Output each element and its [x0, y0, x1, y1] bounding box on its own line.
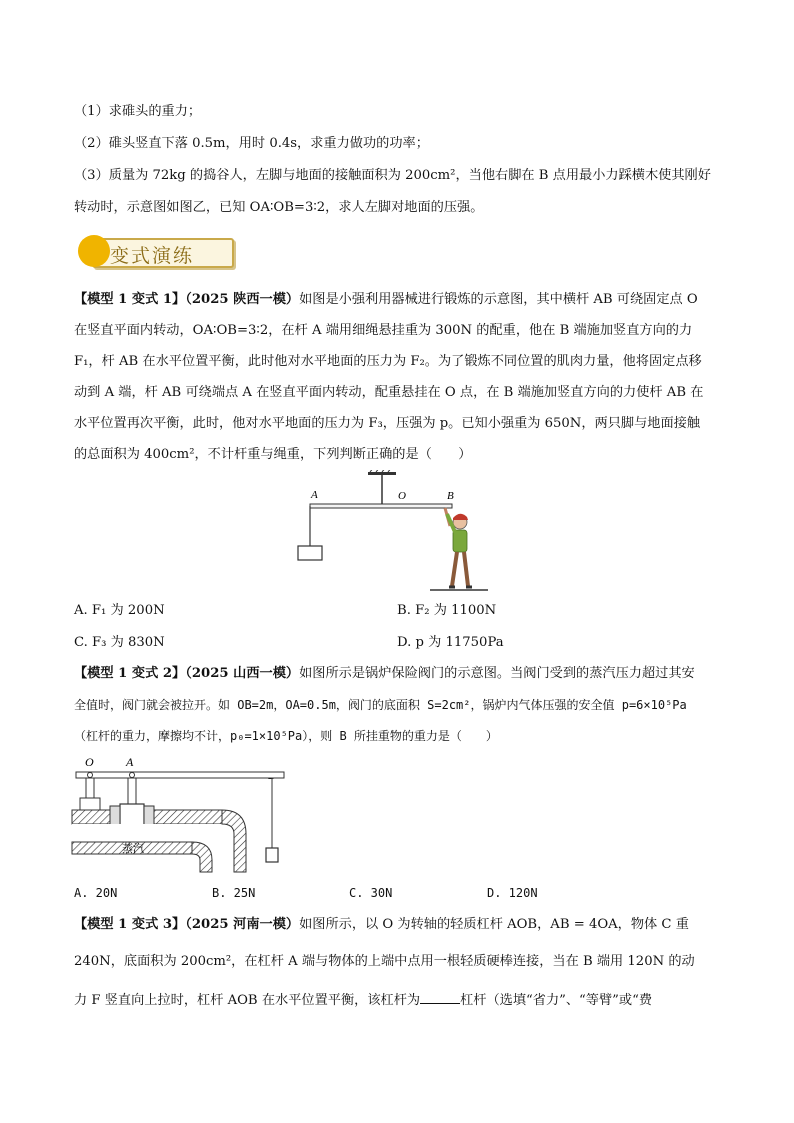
- steam-label: 蒸汽: [122, 843, 144, 855]
- problem-2-tag: 【模型 1 变式 2】: [74, 666, 186, 681]
- lever-bar-ab: [310, 504, 452, 508]
- fig2-lever: [76, 772, 284, 778]
- ceiling-hatch: [370, 470, 392, 472]
- problem-1-line-5: 水平位置再次平衡，此时，他对水平地面的压力为 F₃，压强为 p。已知小强重为 650N，两只脚与地面接触: [74, 416, 701, 431]
- problem-2-text: 如图所示是锅炉保险阀门的示意图。当阀门受到的蒸汽压力超过其安: [299, 666, 695, 681]
- problem-1-line-6: 的总面积为 400cm²，不计杆重与绳重，下列判断正确的是（ ）: [74, 447, 472, 462]
- person-figure: [445, 508, 472, 587]
- problem-3-text-3a: 力 F 竖直向上拉时，杠杆 AOB 在水平位置平衡，该杠杆为: [74, 993, 421, 1008]
- banner-label: 变式演练: [110, 245, 195, 267]
- problem-1-option-b[interactable]: B. F₂ 为 1100N: [397, 603, 497, 618]
- problem-1-text: 如图是小强利用器械进行锻炼的示意图，其中横杆 AB 可绕固定点 O: [299, 292, 698, 307]
- label-a: A: [311, 489, 318, 501]
- label-o: O: [398, 490, 406, 502]
- support-base: [80, 798, 100, 810]
- pipe-bend-outer: [222, 810, 246, 872]
- problem-1-option-c[interactable]: C. F₃ 为 830N: [74, 635, 165, 650]
- pipe-interior: [72, 824, 222, 842]
- pipe-bend-inner: [192, 842, 212, 872]
- problem-2-option-c[interactable]: C. 30N: [349, 886, 393, 900]
- question-2: （2）碓头竖直下落 0.5m，用时 0.4s，求重力做功的功率；: [74, 136, 429, 151]
- problem-1-option-d[interactable]: D. p 为 11750Pa: [397, 635, 504, 650]
- section-banner: [78, 233, 232, 269]
- problem-2-option-a[interactable]: A. 20N: [74, 886, 118, 900]
- problem-2-line-3: （杠杆的重力，摩擦均不计，p₀=1×10⁵Pa），则 B 所挂重物的重力是（ ）: [74, 729, 498, 743]
- pivot-a: [130, 773, 135, 778]
- problem-2-source: （2025 山西一模）: [185, 666, 300, 681]
- pivot-o: [88, 773, 93, 778]
- problem-2-line-2: 全值时，阀门就会被拉开。如 OB=2m，OA=0.5m，阀门的底面积 S=2cm²，锅炉内气体压强的安全值 p=6×10⁵Pa: [74, 698, 687, 712]
- problem-1-option-a[interactable]: A. F₁ 为 200N: [74, 603, 165, 618]
- problem-3-line-3: [74, 989, 652, 1011]
- problem-2-option-d[interactable]: D. 120N: [487, 886, 538, 900]
- problem-1-line-4: 动到 A 端，杆 AB 可绕端点 A 在竖直平面内转动，配重悬挂在 O 点，在 B 端施加竖直方向的力使杆 AB 在: [74, 385, 704, 400]
- problem-1-line-1: [74, 290, 698, 310]
- hanging-weight: [266, 848, 278, 862]
- problem-2-line-1: [74, 664, 695, 684]
- label-b: B: [447, 490, 454, 502]
- figure-1-exercise-diagram: [290, 470, 490, 596]
- question-3-line-1: （3）质量为 72kg 的捣谷人，左脚与地面的接触面积为 200cm²，当他右脚在 B 点用最小力踩横木使其刚好: [74, 168, 711, 183]
- figure-2-valve-diagram: [70, 754, 290, 874]
- problem-3-text-3b: 杠杆（选填“省力”、“等臂”或“费: [460, 993, 653, 1008]
- ceiling-mount: [368, 472, 396, 475]
- question-3-line-2: 转动时，示意图如图乙，已知 OA∶OB=3∶2，求人左脚对地面的压强。: [74, 200, 484, 215]
- problem-1-line-3: F₁，杆 AB 在水平位置平衡，此时他对水平地面的压力为 F₂。为了锻炼不同位置的肌肉力量，他将固定点移: [74, 354, 702, 369]
- counterweight: [298, 546, 322, 560]
- fig2-label-o: O: [85, 755, 94, 769]
- problem-1-line-2: 在竖直平面内转动，OA∶OB=3∶2，在杆 A 端用细绳悬挂重为 300N 的配重，他在 B 端施加竖直方向的力: [74, 323, 693, 338]
- problem-3-tag: 【模型 1 变式 3】: [74, 917, 186, 932]
- banner-circle-icon: [78, 235, 110, 267]
- problem-1-tag: 【模型 1 变式 1】: [74, 292, 186, 307]
- fig2-label-a: A: [126, 755, 134, 769]
- problem-3-line-1: [74, 915, 689, 935]
- problem-3-text: 如图所示，以 O 为转轴的轻质杠杆 AOB，AB = 4OA，物体 C 重: [299, 917, 689, 932]
- problem-3-line-2: 240N，底面积为 200cm²，在杠杆 A 端与物体的上端中点用一根轻质硬棒连接，当在 B 端用 120N 的动: [74, 954, 695, 969]
- problem-3-source: （2025 河南一模）: [185, 917, 300, 932]
- problem-1-source: （2025 陕西一模）: [185, 292, 300, 307]
- valve-stem: [128, 778, 136, 804]
- question-1: （1）求碓头的重力；: [74, 104, 202, 119]
- problem-2-option-b[interactable]: B. 25N: [212, 886, 256, 900]
- answer-blank[interactable]: [420, 989, 460, 1004]
